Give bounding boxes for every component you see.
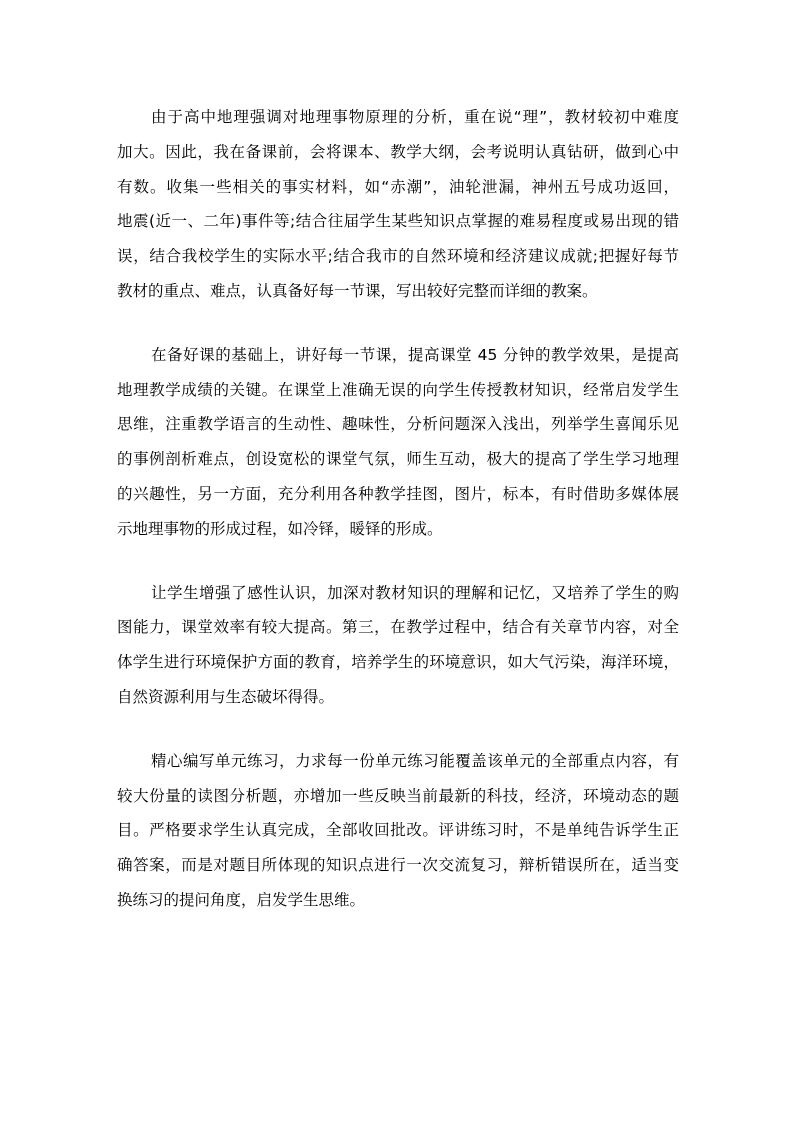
paragraph-line: 确答案，而是对题目所体现的知识点进行一次交流复习，辩析错误所在，适当变: [117, 856, 679, 875]
paragraph-line: 地震(近一、二年)事件等;结合往届学生某些知识点掌握的难易程度或易出现的错: [117, 212, 679, 231]
paragraph-line: 地理教学成绩的关键。在课堂上准确无误的向学生传授教材知识，经常启发学生: [117, 380, 679, 399]
paragraph-line: 由于高中地理强调对地理事物原理的分析，重在说“理”，教材较初中难度: [151, 108, 679, 126]
paragraph-4: [117, 744, 679, 918]
paragraph-line: 自然资源利用与生态破坏得得。: [117, 687, 335, 706]
paragraph-line: 目。严格要求学生认真完成，全部收回批改。评讲练习时，不是单纯告诉学生正: [117, 821, 679, 840]
paragraph-line: 加大。因此，我在备课前，会将课本、教学大纲，会考说明认真钻研，做到心中: [117, 142, 679, 161]
paragraph-1: [117, 100, 679, 309]
paragraph-line: 换练习的提问角度，启发学生思维。: [117, 890, 366, 909]
paragraph-line: 让学生增强了感性认识，加深对教材知识的理解和记忆，又培养了学生的购: [151, 583, 679, 602]
paragraph-line: 教材的重点、难点，认真备好每一节课，写出较好完整而详细的教案。: [117, 281, 598, 300]
paragraph-2: [117, 338, 679, 547]
paragraph-line: 示地理事物的形成过程，如冷铎，暖铎的形成。: [117, 519, 443, 538]
paragraph-line: 图能力，课堂效率有较大提高。第三，在教学过程中，结合有关章节内容，对全: [117, 618, 679, 637]
paragraph-line: 精心编写单元练习，力求每一份单元练习能覆盖该单元的全部重点内容，有: [151, 751, 679, 770]
paragraph-line: 在备好课的基础上，讲好每一节课，提高课堂 45 分钟的教学效果，是提高: [151, 345, 679, 364]
paragraph-3: [117, 576, 679, 715]
paragraph-line: 有数。收集一些相关的事实材料，如“赤潮”，油轮泄漏，神州五号成功返回，: [117, 177, 679, 196]
paragraph-line: 思维，注重教学语言的生动性、趣味性，分析问题深入浅出，列举学生喜闻乐见: [117, 415, 679, 434]
paragraph-line: 体学生进行环境保护方面的教育，培养学生的环境意识，如大气污染，海洋环境，: [117, 653, 679, 672]
paragraph-line: 的事例剖析难点，创设宽松的课堂气氛，师生互动，极大的提高了学生学习地理: [117, 450, 679, 469]
paragraph-line: 较大份量的读图分析题，亦增加一些反映当前最新的科技，经济，环境动态的题: [117, 786, 679, 805]
paragraph-line: 误，结合我校学生的实际水平;结合我市的自然环境和经济建议成就;把握好每节: [117, 247, 679, 266]
paragraph-line: 的兴趣性，另一方面，充分利用各种教学挂图，图片，标本，有时借助多媒体展: [117, 484, 679, 503]
document-body: [117, 100, 679, 947]
